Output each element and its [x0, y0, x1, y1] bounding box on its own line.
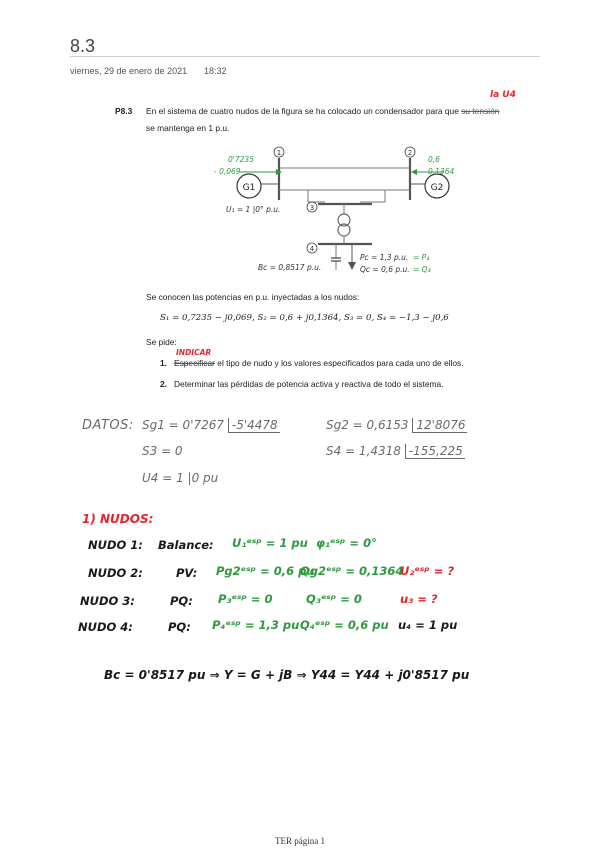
datos-s3: S3 = 0 — [142, 444, 183, 458]
nudo2-a: Pg2ᵉˢᵖ = 0,6 pu — [216, 564, 315, 578]
page-title: 8.3 — [70, 36, 96, 56]
nudo2-c: U₂ᵉˢᵖ = ? — [400, 564, 455, 578]
page-date: viernes, 29 de enero de 2021 — [70, 66, 188, 76]
s1-q-value: - 0,069 — [214, 167, 241, 176]
sg1-value: Sg1 = 0'7267 — [142, 418, 225, 432]
nudo4-c: u₄ = 1 pu — [398, 618, 458, 632]
datos-sg2 — [326, 418, 467, 432]
datos-s4 — [326, 444, 465, 458]
node-3-label: 3 — [309, 204, 315, 212]
nudo1-name: NUDO 1: — [88, 538, 143, 552]
g2-label: G2 — [430, 183, 444, 193]
bc-value: Bc = 0,8517 p.u. — [258, 263, 322, 272]
circuit-diagram — [200, 140, 460, 280]
sg2-angle: 12'8076 — [412, 418, 467, 433]
problem-statement — [146, 106, 499, 116]
nudos-heading: 1) NUDOS: — [82, 512, 154, 526]
q4-label: = Q₄ — [413, 265, 431, 274]
nudo3-a: P₃ᵉˢᵖ = 0 — [218, 592, 273, 606]
s4-value: S4 = 1,4318 — [326, 444, 401, 458]
datos-label: DATOS: — [82, 418, 134, 433]
s1-p-value: 0'7235 — [228, 155, 254, 164]
nudo1-b: φ₁ᵉˢᵖ = 0° — [316, 536, 377, 550]
s4-angle: -155,225 — [405, 444, 465, 459]
u1-value: U₁ = 1 |0° p.u. — [226, 205, 281, 214]
node-4-label: 4 — [309, 245, 315, 253]
nudo3-name: NUDO 3: — [80, 594, 135, 608]
statement-insert: la U4 — [490, 90, 516, 100]
ask2-text: Determinar las pérdidas de potencia activa y reactiva de todo el sistema. — [173, 379, 444, 389]
statement-line1: En el sistema de cuatro nudos de la figura se ha colocado un condensador para que — [146, 106, 459, 116]
nudo4-b: Q₄ᵉˢᵖ = 0,6 pu — [300, 618, 389, 632]
title-divider — [70, 56, 540, 57]
nudo2-b: Qg2ᵉˢᵖ = 0,1364 — [300, 564, 404, 578]
powers-equation: S₁ = 0,7235 − j0,069, S₂ = 0,6 + j0,1364, S₃ = 0, S₄ = −1,3 − j0,6 — [160, 313, 449, 323]
sg2-value: Sg2 = 0,6153 — [326, 418, 409, 432]
ask1-number: 1. — [160, 358, 167, 368]
ask2 — [160, 379, 444, 389]
page-footer: TER página 1 — [275, 836, 325, 846]
nudo2-name: NUDO 2: — [88, 566, 143, 580]
ask1-insert: INDICAR — [176, 348, 212, 357]
nudo4-name: NUDO 4: — [78, 620, 133, 634]
page-time: 18:32 — [204, 66, 227, 76]
nudo4-type: PQ: — [168, 620, 191, 634]
ask1-struck: Especificar — [173, 358, 215, 368]
g1-label: G1 — [242, 183, 256, 193]
nudo4-a: P₄ᵉˢᵖ = 1,3 pu — [212, 618, 300, 632]
datos-sg1 — [142, 418, 280, 432]
asks-label: Se pide: — [146, 337, 177, 347]
nudo1-type: Balance: — [158, 538, 214, 552]
s2-q-value: 0,1364 — [428, 167, 455, 176]
ask1-text: el tipo de nudo y los valores especificados para cada uno de ellos. — [217, 358, 464, 368]
bc-equation: Bc = 0'8517 pu ⇒ Y = G + jB ⇒ Y44 = Y44 + j0'8517 pu — [104, 668, 470, 682]
node-1-label: 1 — [276, 149, 282, 157]
nudo2-type: PV: — [176, 566, 198, 580]
nudo3-b: Q₃ᵉˢᵖ = 0 — [306, 592, 362, 606]
datos-u4: U4 = 1 |0 pu — [142, 471, 219, 485]
node-2-label: 2 — [407, 149, 413, 157]
s2-p-value: 0,6 — [428, 155, 440, 164]
p4-label: = P₄ — [413, 253, 430, 262]
statement-struck: su tensión — [461, 106, 500, 116]
powers-intro: Se conocen las potencias en p.u. inyectadas a los nudos: — [146, 292, 360, 302]
ask1 — [160, 358, 464, 368]
nudo1-a: U₁ᵉˢᵖ = 1 pu — [232, 536, 308, 550]
load-arrow — [348, 262, 356, 270]
sg1-angle: -5'4478 — [228, 418, 280, 433]
qc-value: Qc = 0,6 p.u. — [360, 265, 410, 274]
ask2-number: 2. — [160, 379, 167, 389]
nudo3-c: u₃ = ? — [400, 592, 438, 606]
problem-label: P8.3 — [115, 106, 133, 116]
pc-value: Pc = 1,3 p.u. — [360, 253, 409, 262]
statement-line2: se mantenga en 1 p.u. — [146, 123, 230, 133]
nudo3-type: PQ: — [170, 594, 193, 608]
